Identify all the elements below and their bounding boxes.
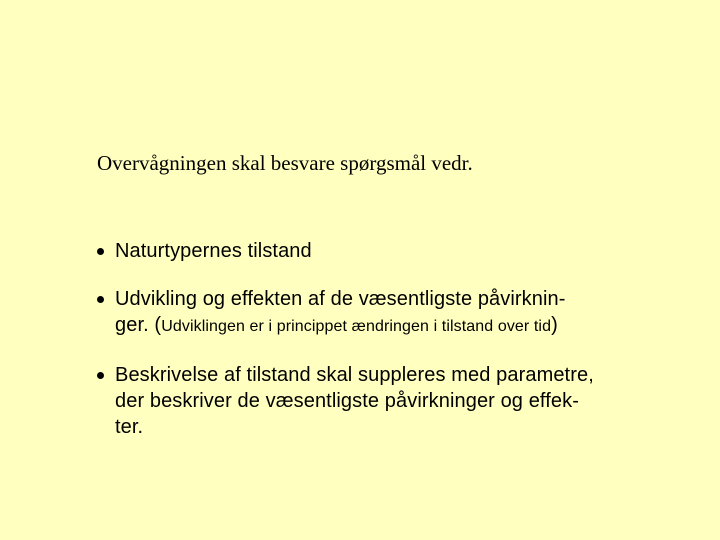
bullet-line-start: ger. ( bbox=[115, 314, 162, 336]
bullet-dot-icon bbox=[97, 296, 104, 303]
bullet-line: Beskrivelse af tilstand skal suppleres med parametre, bbox=[115, 364, 594, 386]
bullet-dot-icon bbox=[97, 248, 104, 255]
bullet-list bbox=[96, 238, 656, 440]
bullet-text bbox=[115, 238, 656, 264]
bullet-dot-icon bbox=[97, 372, 104, 379]
bullet-line-end: ) bbox=[551, 314, 558, 336]
bullet-text bbox=[115, 362, 656, 440]
bullet-line-with-note bbox=[115, 312, 656, 340]
bullet-line: der beskriver de væsentligste påvirkninger og effek- bbox=[115, 390, 579, 412]
bullet-line: Udvikling og effekten af de væsentligste påvirknin- bbox=[115, 288, 566, 310]
bullet-line: Naturtypernes tilstand bbox=[115, 240, 312, 262]
slide-heading: Overvågningen skal besvare spørgsmål vedr. bbox=[97, 151, 473, 175]
bullet-line: ter. bbox=[115, 416, 144, 438]
bullet-item-naturtypernes-tilstand bbox=[96, 238, 656, 264]
bullet-text bbox=[115, 286, 656, 340]
bullet-item-udvikling-og-effekten bbox=[96, 286, 656, 340]
bullet-note: Udviklingen er i princippet ændringen i tilstand over tid bbox=[161, 318, 552, 335]
bullet-item-beskrivelse-af-tilstand bbox=[96, 362, 656, 440]
